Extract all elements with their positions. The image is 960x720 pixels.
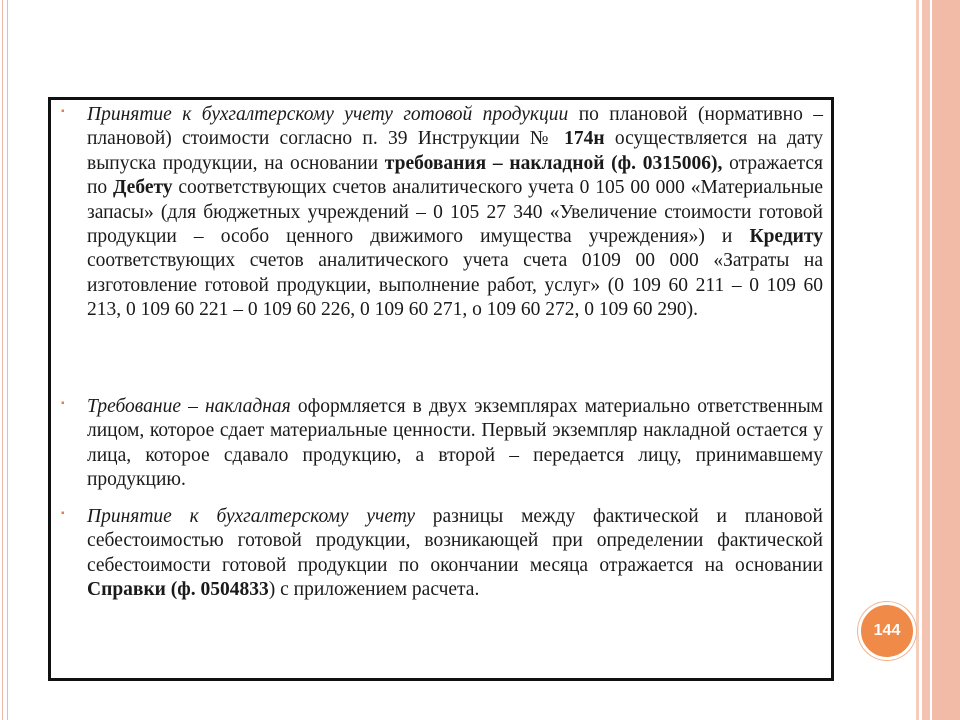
bullet-marker-icon: ▪ — [61, 508, 65, 519]
page-number-badge: 144 — [858, 602, 916, 660]
bullet-text — [87, 395, 823, 493]
text-fragment: Справки (ф. 0504833 — [87, 579, 269, 601]
text-fragment: Принятие к бухгалтерскому учету — [87, 506, 415, 527]
text-fragment: ) с приложением расчета. — [268, 579, 480, 601]
text-fragment: по плановой (нормативно – плановой) стоимости согласно п. 39 Инструкции № — [87, 104, 823, 150]
text-fragment: разницы между фактической и плановой себестоимостью готовой продукции, возникающей при определении фактической себестоимости готовой продукции по окончании месяца отражается на основании — [87, 506, 823, 576]
right-decorative-stripes — [916, 0, 960, 720]
text-fragment: Дебету — [113, 177, 173, 199]
text-fragment: соответствующих счетов аналитического учета счета 0109 00 000 «Затраты на изготовление готовой продукции, выполнение работ, услуг» (0 109 60 211 – 0 109 60 213, 0 109 60 221 – 0 109 60 226, 0 109 60 271, о 109 60 272, 0 109 60 290). — [87, 250, 823, 321]
text-fragment: соответствующих счетов аналитического учета 0 105 00 000 «Материальные запасы» (для бюджетных учреждений – 0 105 27 340 «Увеличение стоимости готовой продукции – особо ценного движимого имущества учреждения») и — [87, 177, 824, 248]
text-fragment: 174н — [564, 128, 605, 150]
bullet-marker-icon: ▪ — [61, 398, 65, 409]
text-fragment: Принятие к бухгалтерскому учету готовой продукции — [87, 104, 569, 125]
bullet-text — [87, 505, 823, 603]
text-fragment: Требование – накладная — [87, 396, 291, 417]
bullet-item-1 — [51, 103, 831, 323]
bullet-text — [87, 103, 823, 323]
text-fragment: осуществляется на дату выпуска продукции, на основании — [87, 128, 823, 174]
text-fragment: отражается по — [87, 152, 824, 199]
text-fragment: требования – накладной (ф. 0315006), — [384, 152, 723, 174]
bullet-item-3 — [51, 505, 831, 603]
bullet-marker-icon: ▪ — [61, 106, 65, 117]
content-box — [48, 97, 834, 681]
bullet-item-2 — [51, 395, 831, 493]
text-fragment: оформляется в двух экземплярах материально ответственным лицом, которое сдает материальные ценности. Первый экземпляр накладной остается у лица, которое сдавало продукцию, а второй – передается лицу, принимавшему продукцию. — [87, 396, 824, 491]
text-fragment: Кредиту — [749, 226, 823, 248]
left-decorative-border — [2, 0, 8, 720]
